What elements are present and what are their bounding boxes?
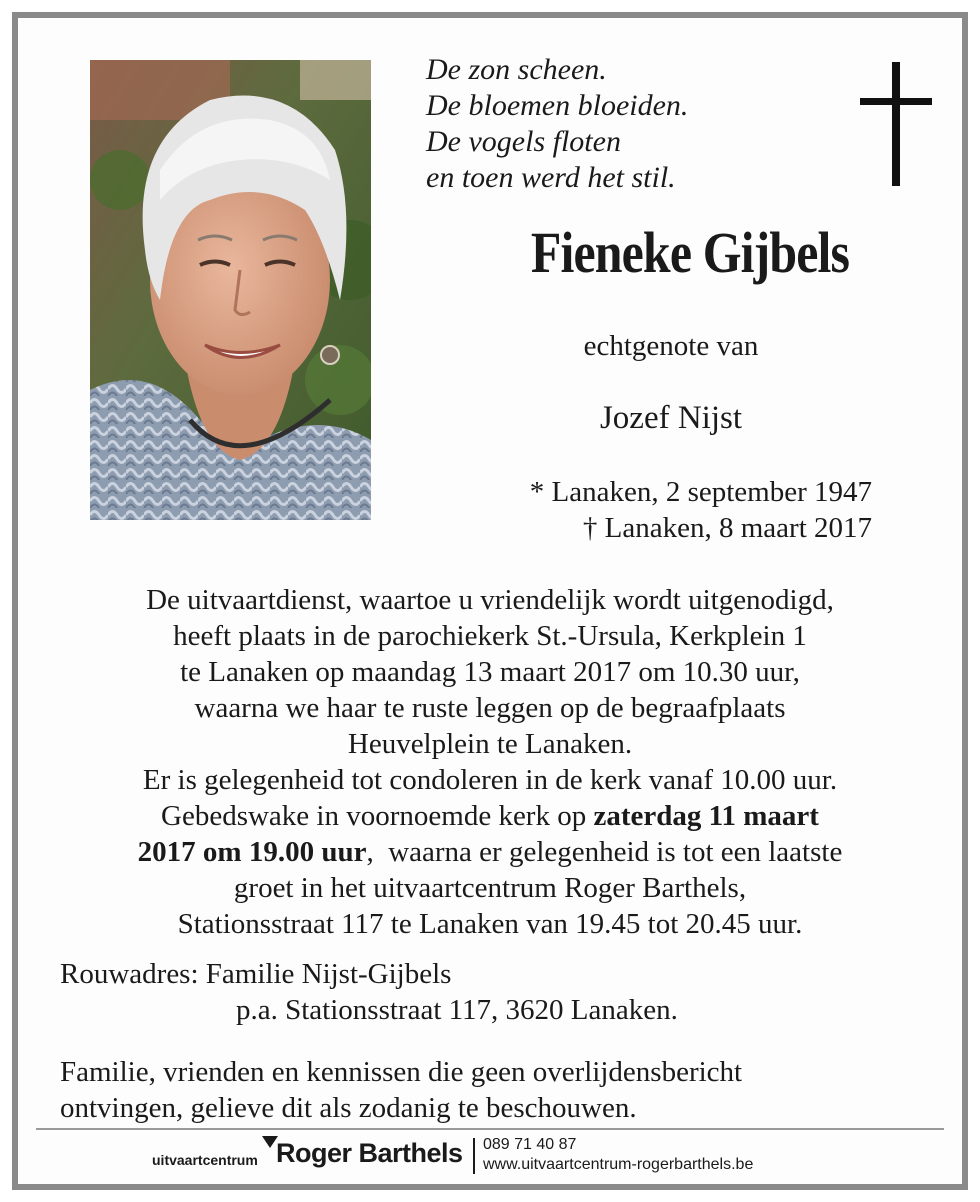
address-line: Rouwadres: Familie Nijst-Gijbels <box>60 958 452 990</box>
ceremony-line <box>40 834 940 870</box>
ceremony-line: De uitvaartdienst, waartoe u vriendelijk wordt uitgenodigd, <box>146 584 834 616</box>
latin-cross-icon <box>860 62 932 186</box>
footer <box>0 1134 980 1178</box>
relation-label: echtgenote van <box>583 330 759 362</box>
ceremony-line: Er is gelegenheid tot condoleren in de kerk vanaf 10.00 uur. <box>142 764 838 796</box>
footer-separator <box>473 1138 475 1174</box>
footer-brand-name: Roger Barthels <box>276 1138 463 1168</box>
birth-date: * Lanaken, 2 september 1947 <box>529 476 872 508</box>
spouse-name: Jozef Nijst <box>599 400 743 436</box>
ceremony-line: groet in het uitvaartcentrum Roger Barthels, <box>233 872 747 904</box>
death-date: † Lanaken, 8 maart 2017 <box>582 512 872 544</box>
ceremony-line: heeft plaats in de parochiekerk St.-Ursula, Kerkplein 1 <box>173 620 807 652</box>
wake-intro: Gebedswake in voornoemde kerk op <box>161 800 594 832</box>
poem-line: De zon scheen. <box>426 53 607 86</box>
footer-website-link[interactable]: www.uitvaartcentrum-rogerbarthels.be <box>483 1156 754 1173</box>
ceremony-details <box>40 582 940 942</box>
footer-divider <box>36 1128 944 1130</box>
poem <box>426 52 688 196</box>
deceased-name: Fieneke Gijbels <box>530 220 850 285</box>
footer-brand-prefix: uitvaartcentrum <box>152 1152 258 1168</box>
closing-note <box>60 1054 742 1126</box>
ceremony-line: Stationsstraat 117 te Lanaken van 19.45 tot 20.45 uur. <box>177 908 803 940</box>
closing-line: Familie, vrienden en kennissen die geen overlijdensbericht <box>60 1056 743 1088</box>
wake-date: zaterdag 11 maart <box>593 800 819 832</box>
mourning-address <box>60 956 678 1028</box>
poem-line: en toen werd het stil. <box>426 161 676 194</box>
ceremony-line: waarna we haar te ruste leggen op de begraafplaats <box>194 692 786 724</box>
closing-line: ontvingen, gelieve dit als zodanig te beschouwen. <box>60 1092 637 1124</box>
ceremony-line <box>40 798 940 834</box>
footer-phone: 089 71 40 87 <box>483 1136 577 1153</box>
wake-time: 2017 om 19.00 uur <box>137 836 367 868</box>
address-line: p.a. Stationsstraat 117, 3620 Lanaken. <box>236 994 678 1026</box>
ceremony-line: Heuvelplein te Lanaken. <box>347 728 633 760</box>
portrait-photo <box>90 60 371 520</box>
life-dates <box>440 474 872 546</box>
wake-followup: , waarna er gelegenheid is tot een laatste <box>366 836 843 868</box>
poem-line: De bloemen bloeiden. <box>426 89 689 122</box>
poem-line: De vogels floten <box>426 125 621 158</box>
ceremony-line: te Lanaken op maandag 13 maart 2017 om 10.30 uur, <box>180 656 800 688</box>
